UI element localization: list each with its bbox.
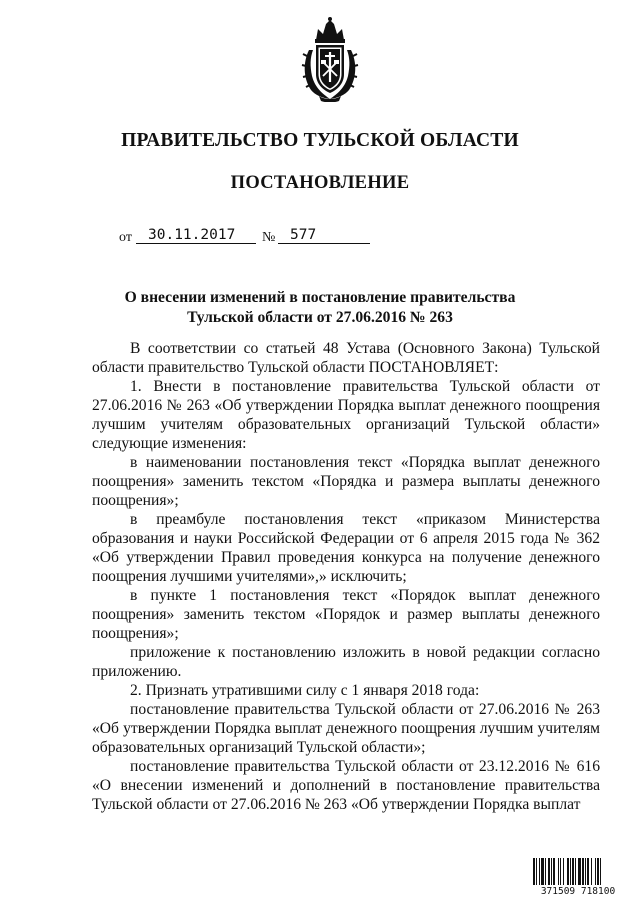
- body-paragraph: постановление правительства Тульской области от 23.12.2016 № 616 «О внесении изменений и дополнений в постановление правительства Тульской области от 27.06.2016 № 263 «Об утверждении Порядка выплат: [92, 758, 600, 813]
- barcode-bar: [591, 858, 592, 885]
- barcode-bar: [558, 858, 559, 885]
- barcode-digits: 371509 718100: [540, 886, 616, 896]
- number-value: 577: [278, 226, 370, 244]
- barcode-bars: [533, 858, 601, 885]
- organization-title: ПРАВИТЕЛЬСТВО ТУЛЬСКОЙ ОБЛАСТИ: [121, 130, 519, 151]
- barcode: [532, 858, 624, 896]
- subject-line-2: Тульской области от 27.06.2016 № 263: [187, 309, 453, 326]
- barcode-bar: [572, 858, 574, 885]
- barcode-bar: [539, 858, 540, 885]
- body-paragraph: постановление правительства Тульской области от 27.06.2016 № 263 «Об утверждении Порядка выплат денежного поощрения лучшим учителям образовательных организаций Тульской области»;: [92, 701, 600, 756]
- barcode-bar: [553, 858, 555, 885]
- barcode-bar: [575, 858, 576, 885]
- barcode-bar: [551, 858, 552, 885]
- document-type-heading: ПОСТАНОВЛЕНИЕ: [230, 173, 410, 193]
- body-paragraph: В соответствии со статьей 48 Устава (Основного Закона) Тульской области правительство Тульской области ПОСТАНОВЛЯЕТ:: [92, 340, 600, 376]
- barcode-bar: [563, 858, 564, 885]
- barcode-bar: [536, 858, 537, 885]
- body-paragraph: в пункте 1 постановления текст «Порядок выплат денежного поощрения» заменить текстом «Порядок и размер выплаты денежного поощрения»;: [92, 587, 600, 642]
- subject-line-1: О внесении изменений в постановление правительства: [124, 289, 516, 306]
- barcode-bar: [548, 858, 550, 885]
- barcode-bar: [541, 858, 544, 885]
- barcode-bar: [560, 858, 561, 885]
- barcode-bar: [582, 858, 584, 885]
- body-paragraph: в наименовании постановления текст «Порядка выплат денежного поощрения» заменить текстом «Порядка и размера выплаты денежного поощрения»;: [92, 454, 600, 509]
- barcode-bar: [545, 858, 546, 885]
- date-label: от: [119, 230, 132, 245]
- body-paragraph: 2. Признать утратившими силу с 1 января 2018 года:: [130, 682, 480, 699]
- body-paragraph: в преамбуле постановления текст «приказом Министерства образования и науки Российской Федерации от 6 апреля 2015 года № 362 «Об утверждении Правил проведения конкурса на получение денежного поощрения лучшими учителями»,» исключить;: [92, 511, 600, 585]
- number-label: №: [262, 230, 276, 245]
- document-body: [92, 339, 600, 814]
- body-paragraph: приложение к постановлению изложить в новой редакции согласно приложению.: [92, 644, 600, 680]
- barcode-bar: [597, 858, 599, 885]
- coat-of-arms-emblem: [299, 16, 361, 102]
- barcode-bar: [600, 858, 601, 885]
- barcode-bar: [587, 858, 589, 885]
- barcode-bar: [595, 858, 596, 885]
- body-paragraph: 1. Внести в постановление правительства Тульской области от 27.06.2016 № 263 «Об утверждении Порядка выплат денежного поощрения лучшим учителям образовательных организаций Тульской области» следующие изменения:: [92, 378, 600, 452]
- barcode-bar: [567, 858, 569, 885]
- barcode-bar: [585, 858, 586, 885]
- barcode-bar: [578, 858, 581, 885]
- barcode-bar: [570, 858, 571, 885]
- document-subject: [0, 288, 640, 328]
- barcode-bar: [533, 858, 535, 885]
- document-meta-row: [0, 226, 640, 248]
- date-value: 30.11.2017: [136, 226, 256, 244]
